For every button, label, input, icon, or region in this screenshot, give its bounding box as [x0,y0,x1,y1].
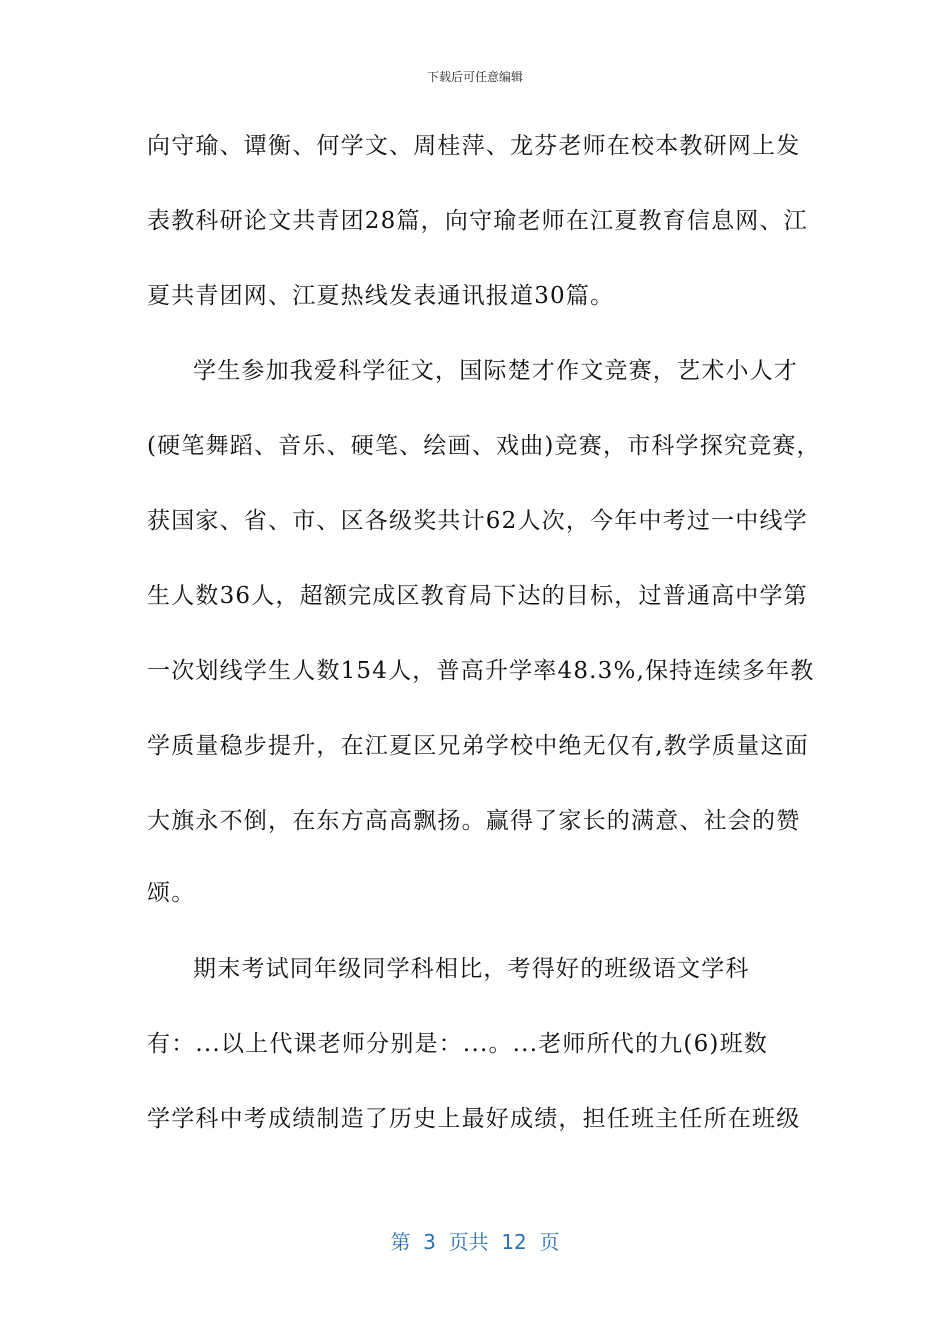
body-line: 大旗永不倒，在东方高高飘扬。赢得了家长的满意、社会的赞 [147,808,801,834]
body-line: 学学科中考成绩制造了历史上最好成绩，担任班主任所在班级 [147,1106,801,1132]
body-line: (硬笔舞蹈、音乐、硬笔、绘画、戏曲)竞赛，市科学探究竞赛， [147,433,821,459]
body-line: 学质量稳步提升，在江夏区兄弟学校中绝无仅有,教学质量这面 [147,733,809,759]
body-line: 向守瑜、谭衡、何学文、周桂萍、龙芬老师在校本教研网上发 [147,133,801,159]
body-line: 表教科研论文共青团28篇，向守瑜老师在江夏教育信息网、江 [147,208,808,234]
page-header: 下载后可任意编辑 [426,70,523,84]
body-line: 获国家、省、市、区各级奖共计62人次，今年中考过一中线学 [147,508,808,534]
body-line: 一次划线学生人数154人，普高升学率48.3%,保持连续多年教 [147,658,815,684]
body-line: 生人数36人，超额完成区教育局下达的目标，过普通高中学第 [147,583,808,609]
paragraph-start-line: 学生参加我爱科学征文，国际楚才作文竞赛，艺术小人才 [193,358,798,384]
page-number-footer: 第 3 页共 12 页 [390,1230,560,1254]
body-line: 有：...以上代课老师分别是：...。...老师所代的九(6)班数 [147,1031,768,1057]
body-line: 颂。 [147,880,196,906]
body-line: 夏共青团网、江夏热线发表通讯报道30篇。 [147,283,615,309]
paragraph-start-line: 期末考试同年级同学科相比，考得好的班级语文学科 [193,956,750,982]
